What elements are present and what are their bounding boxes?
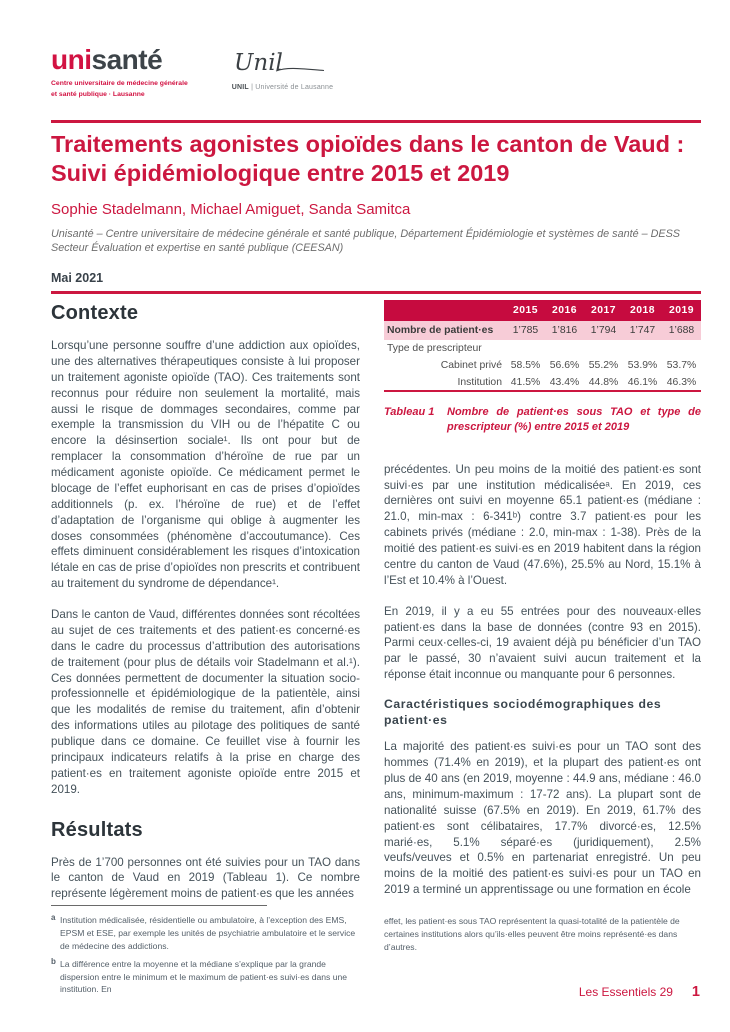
table-row-patients xyxy=(384,321,701,340)
right-column xyxy=(384,300,701,898)
table-cell: 1’785 xyxy=(512,325,539,336)
footnote-b-mark: b xyxy=(51,956,56,966)
publication-date: Mai 2021 xyxy=(51,271,104,286)
contexte-paragraph-2: Dans le canton de Vaud, différentes données sont récoltées au sujet de ces traitements et des patient·es concerné·es dans le cadre du processus d’attribution des autorisations de traitement (pour plus de détails voir Stadelmann et al.¹). Ces données permettent de documenter la situation socio-professionnelle et épidémiologique de la patientèle, ainsi que les modalités de remise du traitement, afin d’obtenir des informations utiles au pilotage des politiques de santé publique dans ce domaine. Ce feuillet vise à fournir les principaux indicateurs relatifs à la prise en charge des patient·es en traitement agoniste opioïde entre 2015 et 2019. xyxy=(51,608,360,796)
results-paragraph-2: précédentes. Un peu moins de la moitié des patient·es sont suivi·es par une institution médicaliséeᵃ. En 2019, ces dernières ont suivi en moyenne 65.1 patient·es (médiane : 21.0, min-max : 6-341ᵇ) contre 3.7 patient·es pour les cabinets privés (médiane : 2.0, min-max : 1-38). Près de la moitié des patient·es suivi·es en 2019 habitent dans la région centre du canton de Vaud (47.6%), 25.5% au Nord, 15.1% à l’Est et 10.4% à l’Ouest. xyxy=(384,462,701,587)
footnote-b-text: La différence entre la moyenne et la médiane s’explique par la grande dispersion entre le minimum et le maximum de patient·es suivi·es dans une institution. En xyxy=(60,958,348,995)
page-footer xyxy=(579,984,700,1000)
table-row-label: Cabinet privé xyxy=(440,360,502,371)
table-cell: 1’794 xyxy=(590,325,617,336)
table-1 xyxy=(384,300,701,392)
results-paragraph-3: En 2019, il y a eu 55 entrées pour des nouveaux·elles patient·es dans la base de données (contre 93 en 2015). Parmi ceux·celles-ci, 19 avaient déjà pu bénéficier d’un TAO par le passé, 30 n’avaient suivi aucun traitement et la réponse était inconnue ou manquante pour 6 personnes. xyxy=(384,604,701,682)
footnotes-left xyxy=(51,905,366,1001)
sociodemographics-paragraph-1: La majorité des patient·es suivi·es pour un TAO sont des hommes (71.4% en 2019), et la plupart des patient·es ont plus de 40 ans (en 2019, moyenne : 44.9 ans, médiane : 46.0 ans, minimum-maximum : 17-72 ans). La plupart sont de nationalité suisse (67.5% en 2019). En 2019, 61.7% des patient·es sont célibataires, 17.7% divorcé·es, 12.5% marié·es, 5.1% séparé·es (juridiquement), 2.5% veufs/veuves et 0.5% en partenariat enregistré. Un peu moins de la moitié des patient·es suivi·es pour un TAO en 2019 a terminé un apprentissage ou une formation en école xyxy=(384,740,701,897)
svg-text:Unil: Unil xyxy=(233,50,283,76)
table-row-label: Type de prescripteur xyxy=(387,343,482,354)
table-cell: 55.2% xyxy=(588,360,619,371)
table-cell: 46.3% xyxy=(666,376,697,388)
table-cell: 53.9% xyxy=(627,360,658,371)
left-column xyxy=(51,300,360,902)
unisante-tagline-line1: Centre universitaire de médecine générale xyxy=(51,80,188,87)
table-cell: 43.4% xyxy=(549,376,580,388)
table-header-row xyxy=(384,300,701,321)
table-header-year: 2019 xyxy=(668,305,695,316)
table-row-type xyxy=(384,340,701,357)
unisante-wordmark xyxy=(51,46,188,74)
table-caption-text: Nombre de patient·es sous TAO et type de prescripteur (%) entre 2015 et 2019 xyxy=(447,406,701,433)
unil-subtitle xyxy=(232,84,333,91)
page-title: Traitements agonistes opioïdes dans le canton de Vaud : Suivi épidémiologique entre 2015 et 2019 xyxy=(51,131,685,186)
table-header-year: 2017 xyxy=(590,305,617,316)
unisante-tagline-line2: et santé publique · Lausanne xyxy=(51,90,145,98)
table-cell: 53.7% xyxy=(666,360,697,371)
unil-logo xyxy=(232,48,333,91)
footnote-a-text: Institution médicalisée, résidentielle ou ambulatoire, à l’exception des EMS, EPSM et ESE, par exemple les unités de psychiatrie ambulatoire et le service de médecine des addictions. xyxy=(60,915,356,951)
unil-university-name: Université de Lausanne xyxy=(255,84,334,91)
unil-acronym: UNIL xyxy=(231,84,249,91)
top-rule xyxy=(51,120,701,123)
table-row-cabinet xyxy=(384,357,701,374)
table-header-year: 2015 xyxy=(512,305,539,316)
table-row-institution xyxy=(384,374,701,391)
table-row-label: Institution xyxy=(457,376,502,388)
table-cell: 58.5% xyxy=(510,360,541,371)
table-cell: 56.6% xyxy=(549,360,580,371)
unisante-wordmark-sante: santé xyxy=(91,44,163,75)
authors-line: Sophie Stadelmann, Michael Amiguet, Sanda Samitca xyxy=(51,200,411,218)
table-header-year: 2016 xyxy=(551,305,578,316)
unil-separator: | xyxy=(251,84,254,91)
series-title: Les Essentiels 29 xyxy=(578,985,673,999)
table-cell: 41.5% xyxy=(510,376,541,388)
page-number: 1 xyxy=(691,984,700,1000)
footnote-divider xyxy=(51,905,267,906)
masthead-bottom-rule xyxy=(51,291,701,294)
unisante-wordmark-uni: uni xyxy=(51,44,92,75)
unil-script-icon xyxy=(232,48,328,78)
section-heading-contexte: Contexte xyxy=(51,302,139,324)
table-cell: 44.8% xyxy=(588,376,619,388)
subsection-heading-sociodemographics: Caractéristiques sociodémographiques des patient·es xyxy=(384,697,662,728)
footnote-a-mark: a xyxy=(51,913,56,922)
table-cell: 46.1% xyxy=(627,376,658,388)
table-header-year: 2018 xyxy=(629,305,656,316)
footnote-b-continuation: effet, les patient·es sous TAO représentent la quasi-totalité de la patientèle de certaines institutions alors qu’ils·elles peuvent être moins représenté·es dans d’autres. xyxy=(384,916,680,952)
section-heading-resultats: Résultats xyxy=(51,818,143,841)
unisante-tagline xyxy=(51,79,188,100)
footnote-b xyxy=(51,958,366,997)
table-caption-label: Tableau 1 xyxy=(384,406,435,418)
contexte-paragraph-1: Lorsqu’une personne souffre d’une addiction aux opioïdes, une des alternatives thérapeutiques consiste à lui proposer un traitement agoniste opioïde (TAO). Ces traitements sont reconnus pour réduire non seulement la mortalité, mais aussi le risque de dommages secondaires, comme par exemple la transmission du VIH ou de l’hépatite C ou encore la désinsertion sociale¹. Ils ont pour but de remplacer la consommation d’héroïne de rue par un médicament agoniste opioïde. Ce médicament permet le blocage de l’effet euphorisant en cas de prises d’opioïdes additionnels (p. ex. l’héroïne de rue) et de l’effet d’adaptation de l’organisme qui oblige à augmenter les doses consommées (phénomène d’accoutumance). Ces effets diminuent considérablement les risques d’intoxication létale en cas de prise d’opioïdes non prescrits et contribuent au traitement du syndrome de dépendance¹. xyxy=(51,339,360,591)
unisante-logo xyxy=(51,46,188,100)
masthead xyxy=(51,120,701,294)
resultats-paragraph-1: Près de 1’700 personnes ont été suivies pour un TAO dans le canton de Vaud en 2019 (Tableau 1). Ce nombre représente légèrement moins de patient·es que les années xyxy=(51,855,360,901)
table-cell: 1’688 xyxy=(668,325,695,336)
footnotes-right xyxy=(384,915,706,959)
table-row-label: Nombre de patient·es xyxy=(387,325,494,336)
table-header-empty xyxy=(384,300,506,321)
table-caption xyxy=(384,405,701,435)
footnote-a xyxy=(51,914,366,953)
table-cell: 1’747 xyxy=(629,325,656,336)
table-cell: 1’816 xyxy=(551,325,578,336)
affiliation-line: Unisanté – Centre universitaire de médecine générale et santé publique, Département Épidémiologie et systèmes de santé – DESS Secteur Évaluation et expertise en santé publique (CEESAN) xyxy=(51,227,680,255)
header-logos xyxy=(51,46,333,100)
